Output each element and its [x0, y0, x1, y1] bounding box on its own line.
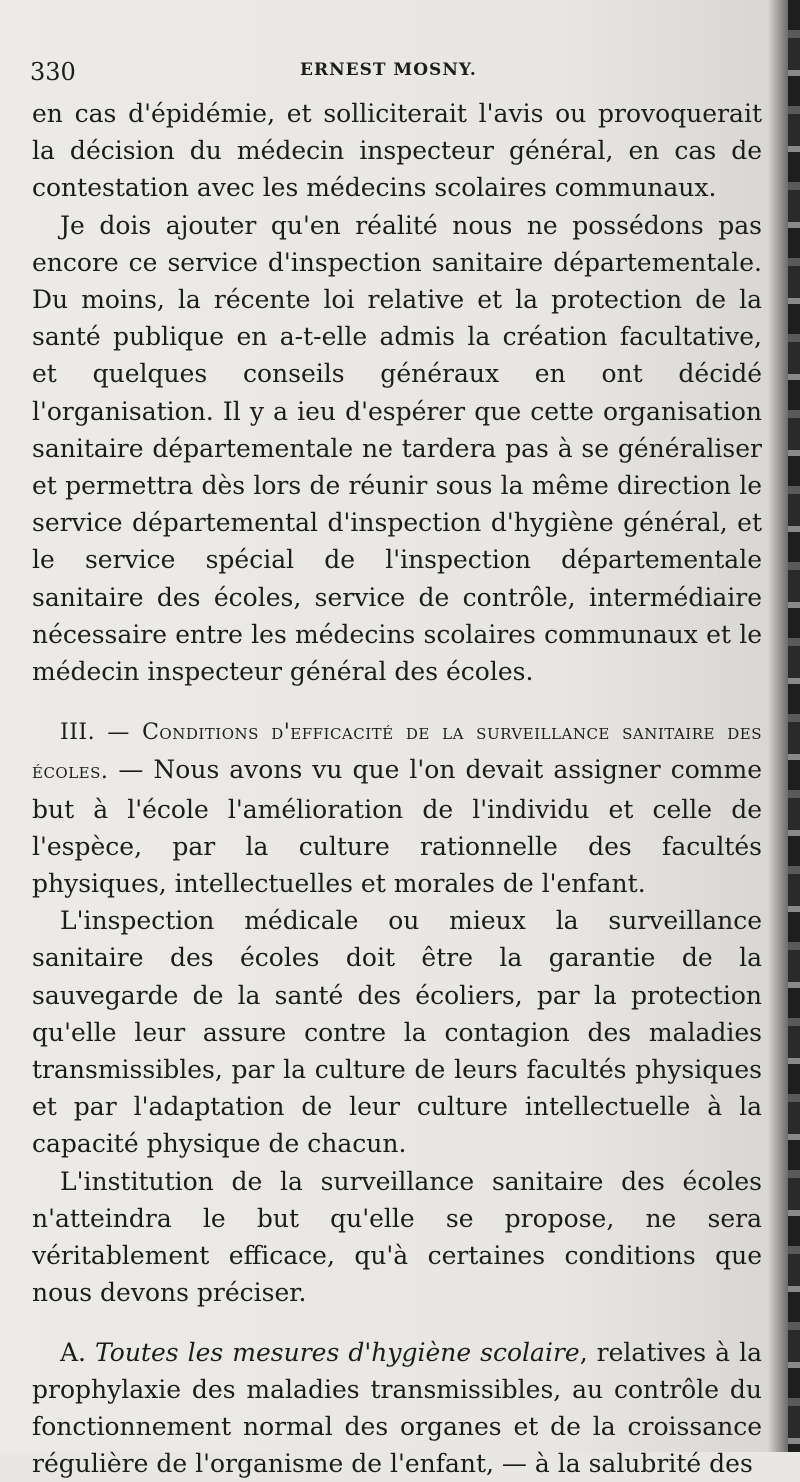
item-label: A. — [60, 1338, 95, 1367]
paragraph-3 — [32, 712, 762, 902]
running-head — [30, 52, 750, 92]
paragraph-6-text: , relatives à la prophylaxie des maladies transmissibles, au contrôle du fonctionnement normal des organes et de la croissance régulière de l'organisme de l'enfant, — à la salubrité des — [32, 1338, 762, 1479]
paragraph-2: Je dois ajouter qu'en réalité nous ne possédons pas encore ce service d'inspection sanitaire départementale. Du moins, la récente loi relative et la protection de la santé publique en a-t-elle admis la création facultative, et quelques conseils généraux en ont décidé l'organisation. Il y a ieu d'espérer que cette organisation sanitaire départementale ne tardera pas à se généraliser et permettra dès lors de réunir sous la même direction le service départemental d'inspection d'hygiène général, et le service spécial de l'inspection départementale sanitaire des écoles, service de contrôle, intermédiaire nécessaire entre les médecins scolaires communaux et le médecin inspecteur général des écoles. — [32, 207, 762, 691]
paragraph-4: L'inspection médicale ou mieux la surveillance sanitaire des écoles doit être la garantie de la sauvegarde de la santé des écoliers, par la protection qu'elle leur assure contre la contagion des maladies transmissibles, par la culture de leurs facultés physiques et par l'adaptation de leur culture intellectuelle à la capacité physique de chacun. — [32, 902, 762, 1162]
section-heading: III. — Conditions d'efficacité de la surveillance sanitaire des écoles. — [32, 720, 762, 784]
paragraph-1: en cas d'épidémie, et solliciterait l'avis ou provoquerait la décision du médecin inspecteur général, en cas de contestation avec les médecins scolaires communaux. — [32, 95, 762, 207]
paragraph-3-text: — Nous avons vu que l'on devait assigner comme but à l'école l'amélioration de l'individu et celle de l'espèce, par la culture rationnelle des facultés physiques, intellectuelles et morales de l'enfant. — [32, 755, 762, 898]
page-body — [32, 95, 762, 1482]
page-number: 330 — [30, 58, 76, 86]
section-gap — [32, 1312, 762, 1334]
section-gap — [32, 690, 762, 712]
paragraph-6 — [32, 1334, 762, 1482]
italic-phrase: Toutes les mesures d'hygiène scolaire — [95, 1338, 580, 1367]
paragraph-5: L'institution de la surveillance sanitaire des écoles n'atteindra le but qu'elle se propose, ne sera véritablement efficace, qu'à certaines conditions que nous devons préciser. — [32, 1163, 762, 1312]
running-title: ERNEST MOSNY. — [300, 60, 477, 80]
page-binding-edge — [788, 0, 800, 1452]
